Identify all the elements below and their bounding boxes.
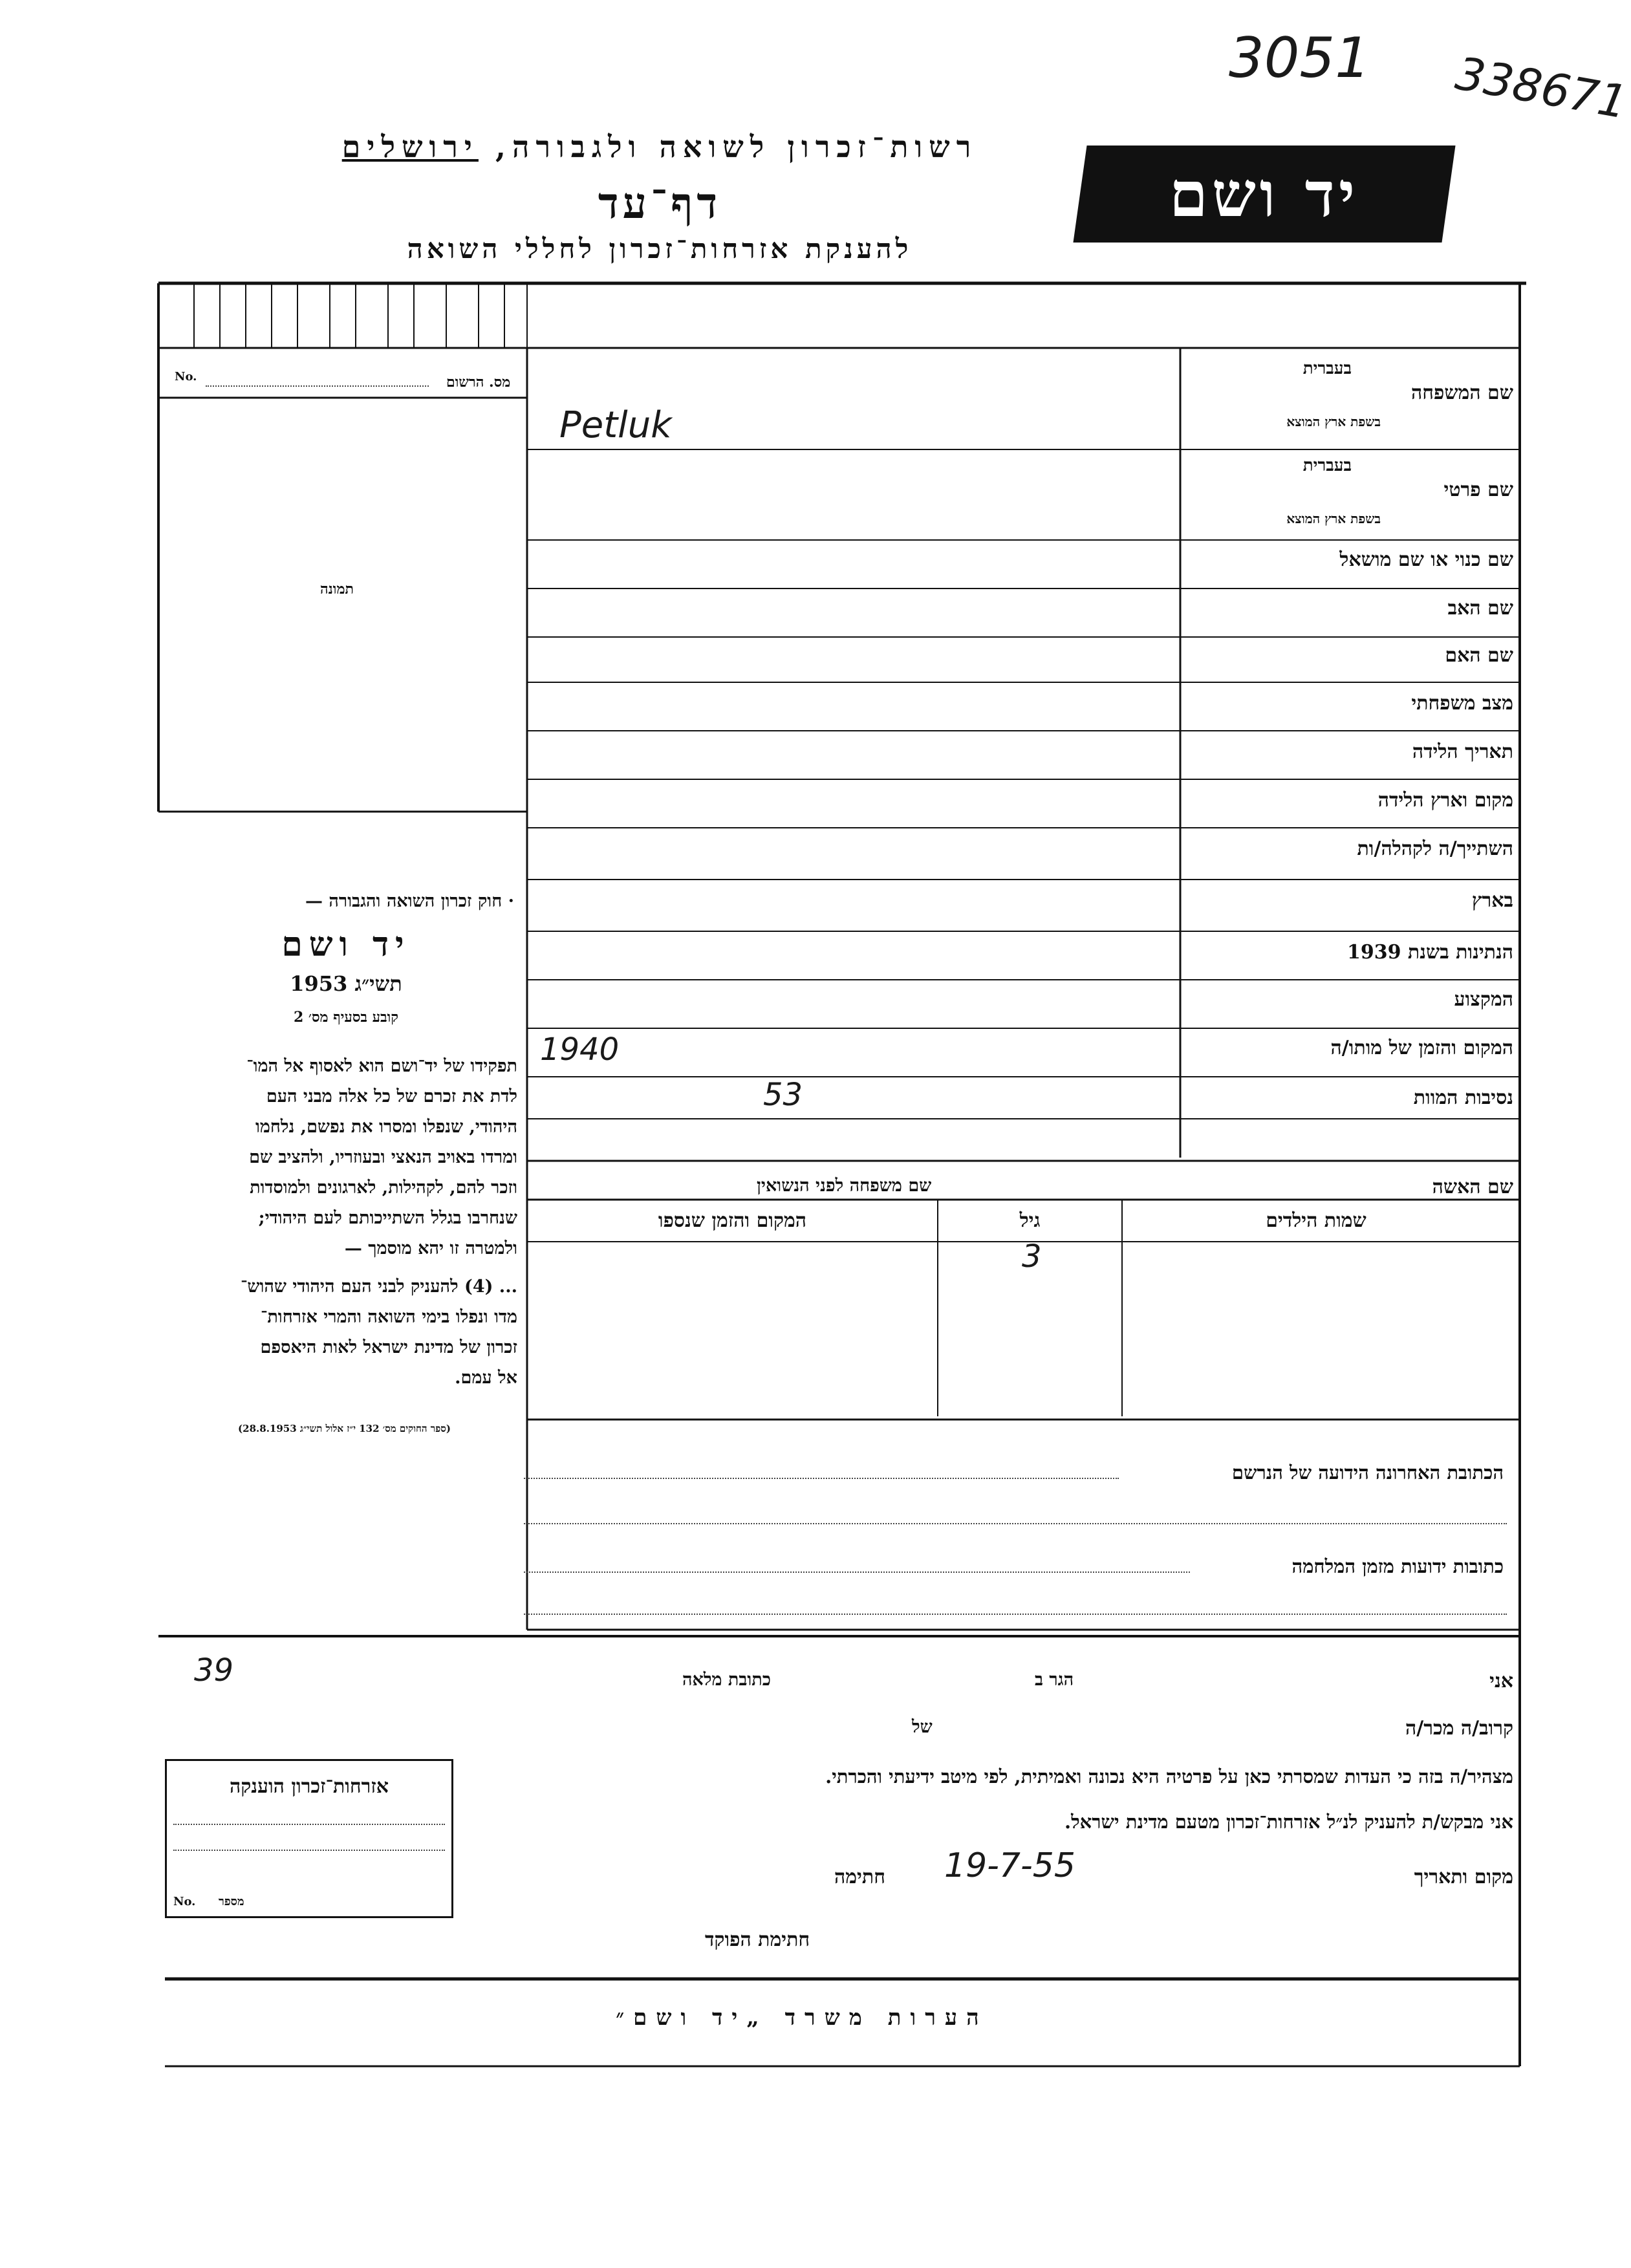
form-subtitle: להענקת אזרחות־זכרון לחללי השואה xyxy=(407,233,913,265)
registration-number-line xyxy=(206,385,429,387)
address-wartime-label: כתובות ידועות מזמן המלחמה xyxy=(1291,1555,1504,1577)
clerk-signature-label: חתימת הפוקד xyxy=(705,1928,810,1951)
declarant-address-label: כתובת מלאה xyxy=(682,1670,771,1690)
declarant-house-number: 39 xyxy=(194,1652,234,1689)
field-label-nationality-1939: הנתינות בשנת 1939 xyxy=(1346,941,1513,964)
law-citation: (ספר החוקים מס׳ 132 י״ז אלול תשי״ג 28.8.1953) xyxy=(238,1423,451,1434)
law-year: תשי״ג 1953 xyxy=(290,971,402,996)
field-label-death-circumstances: נסיבות המוות xyxy=(1413,1086,1513,1109)
wife-label: שם האשה xyxy=(1432,1176,1513,1198)
declaration-text-1: מצהיר/ה בזה כי העדות שמסרתי כאן על פרטיה היא נכונה ואמיתית, לפי מיטב ידיעתי והכרתי. xyxy=(825,1766,1513,1787)
law-line: זכרון של מדינת ישראל לאות היאספם xyxy=(260,1337,517,1357)
children-header-place-time: המקום והזמן שנספו xyxy=(658,1209,807,1232)
photo-label: תמונה xyxy=(320,581,354,598)
child-age-value: 3 xyxy=(1022,1238,1042,1275)
citizenship-box-number-label: מספר xyxy=(219,1895,244,1908)
declarant-relation-label: קרוב/ה מכר/ה xyxy=(1405,1717,1513,1740)
law-text xyxy=(171,1051,517,1393)
sublabel-hebrew: בעברית xyxy=(1302,359,1352,378)
form-title: דף־עד xyxy=(598,178,722,228)
field-value-death-circumstances-number: 53 xyxy=(763,1077,803,1113)
declarant-of-label: של xyxy=(912,1717,933,1737)
item-number-handwritten: 338671 xyxy=(1451,47,1631,129)
declarant-i-label: אני xyxy=(1489,1670,1513,1692)
field-value-surname-latin: Petluk xyxy=(559,404,672,446)
sublabel-origin: בשפת ארץ המוצא xyxy=(1286,414,1381,429)
law-line: לדת את זכרם של כל אלה מבני העם xyxy=(266,1086,517,1107)
sublabel-origin: בשפת ארץ המוצא xyxy=(1286,511,1381,526)
field-label-death-place-time: המקום והזמן של מותו/ה xyxy=(1330,1037,1513,1059)
sublabel-hebrew: בעברית xyxy=(1302,456,1352,475)
field-label-firstname: שם פרטי xyxy=(1443,479,1513,501)
registration-no-label: No. xyxy=(175,370,197,383)
field-label-surname: שם המשפחה xyxy=(1410,382,1513,404)
children-header-names: שמות הילדים xyxy=(1266,1209,1366,1232)
law-line: וזכר להם, לקהילות, לארגונים ולמוסדות xyxy=(250,1178,517,1198)
field-label-mother: שם האם xyxy=(1445,644,1513,667)
field-label-birth-place: מקום וארץ הלידה xyxy=(1377,789,1513,812)
declarant-resident-label: הגר ב xyxy=(1035,1670,1074,1690)
children-header-age: גיל xyxy=(1019,1209,1041,1232)
registration-label: מס. הרשום xyxy=(446,374,511,391)
declaration-text-2: אני מבקש/ת להעניק לנ״ל אזרחות־זכרון מטעם מדינת ישראל. xyxy=(1064,1811,1513,1833)
law-line: ולמטרה זו יהא מוסמך — xyxy=(344,1238,517,1258)
date-value: 19-7-55 xyxy=(944,1846,1075,1885)
address-wartime-line xyxy=(524,1571,1190,1573)
field-label-profession: המקצוע xyxy=(1454,988,1513,1011)
law-line: תפקידו של יד־ושם הוא לאסוף אל המו־ xyxy=(246,1056,517,1076)
citizenship-box xyxy=(165,1759,453,1918)
law-line: אל עמם. xyxy=(455,1368,517,1388)
law-line: ומרדו באויב הנאצי ובעוזריו, ולהציב שם xyxy=(249,1147,517,1167)
citizenship-box-no-label: No. xyxy=(173,1895,196,1908)
wife-maiden-label: שם משפחה לפני הנשואין xyxy=(757,1176,932,1196)
field-label-country: בארץ xyxy=(1471,889,1513,912)
law-line: ... (4) להעניק לבני העם היהודי שהוש־ xyxy=(241,1277,517,1297)
address-last-line xyxy=(524,1478,1119,1479)
field-value-death-year: 1940 xyxy=(540,1031,620,1068)
address-last-known-label: הכתובת האחרונה הידועה של הנרשם xyxy=(1231,1462,1504,1484)
field-label-nickname: שם כנוי או שם מושאל xyxy=(1339,548,1513,571)
address-last-line-2 xyxy=(524,1523,1507,1524)
field-label-marital-status: מצב משפחתי xyxy=(1411,692,1513,715)
place-date-label: מקום ותאריך xyxy=(1414,1866,1513,1888)
authority-title-city: ירושלים xyxy=(341,129,479,164)
law-line: היהודי, שנפלו ומסרו את נפשם, נלחמו xyxy=(255,1117,517,1137)
citizenship-box-title: אזרחות־זכרון הוענקה xyxy=(229,1775,389,1798)
citizenship-box-line xyxy=(173,1850,445,1851)
field-label-community: השתייך/ה לקהלה/ות xyxy=(1357,837,1513,860)
authority-title-main: רשות־זכרון לשואה ולגבורה, xyxy=(495,129,978,164)
law-line: שנחרבו בגלל השתייכותם לעם היהודי; xyxy=(258,1208,517,1228)
law-name: יד ושם xyxy=(281,925,411,964)
law-intro: · חוק זכרון השואה והגבורה — xyxy=(305,891,514,911)
address-wartime-line-2 xyxy=(524,1614,1507,1615)
signature-label: חתימה xyxy=(834,1866,885,1888)
logo-text: יד ושם xyxy=(1169,157,1359,231)
citizenship-box-line xyxy=(173,1824,445,1825)
archive-number-handwritten: 3051 xyxy=(1229,26,1370,91)
law-clause: קובע בסעיף מס׳ 2 xyxy=(293,1009,399,1026)
office-notes-label: הערות משרד „יד ושם״ xyxy=(616,2005,988,2031)
field-label-father: שם האב xyxy=(1447,597,1513,620)
law-line: מדו ונפלו בימי השואה והמרי אזרחות־ xyxy=(260,1307,517,1327)
field-label-birth-date: תאריך הלידה xyxy=(1412,740,1513,763)
